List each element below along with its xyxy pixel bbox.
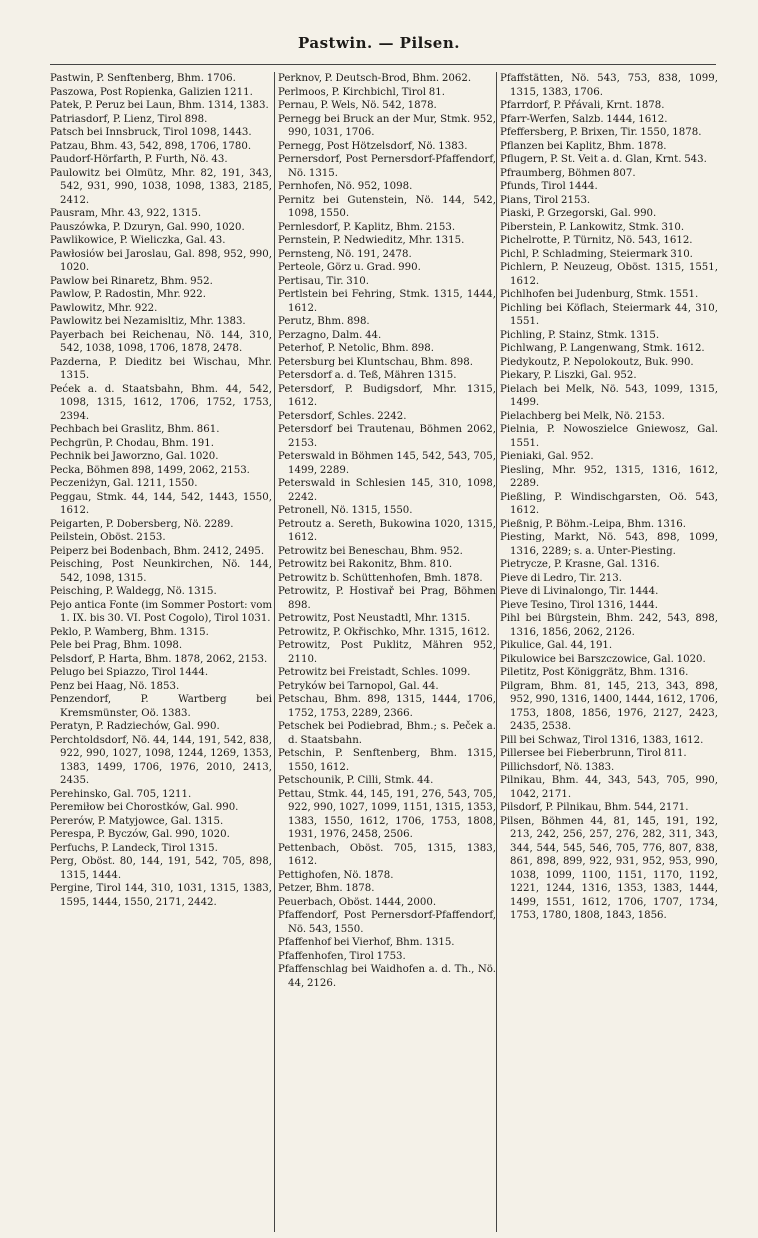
directory-entry: Pettighofen, Nö. 1878. xyxy=(278,869,394,881)
directory-entry: Patek, P. Peruz bei Laun, Bhm. 1314, 1383. xyxy=(50,100,269,111)
directory-entry: Petrowitz bei Beneschau, Bhm. 952. xyxy=(278,545,463,557)
directory-entry: Pfaffenhofen, Tirol 1753. xyxy=(278,950,406,962)
directory-entry: Pertlstein bei Fehring, Stmk. 1315, 1444, 1612. xyxy=(278,289,496,314)
directory-entry: Pilnikau, Bhm. 44, 343, 543, 705, 990, 1042, 2171. xyxy=(500,775,718,800)
directory-entry: Petrowitz bei Rakonitz, Bhm. 810. xyxy=(278,559,453,570)
directory-entry: Pfaffenhof bei Vierhof, Bhm. 1315. xyxy=(278,937,455,948)
directory-entry: Pastwin, P. Senftenberg, Bhm. 1706. xyxy=(50,73,236,84)
directory-entry: Pawlow, P. Radostin, Mhr. 922. xyxy=(50,289,206,300)
directory-entry: Peratyn, P. Radziechów, Gal. 990. xyxy=(50,721,220,732)
directory-entry: Pergine, Tirol 144, 310, 1031, 1315, 1383, 1595, 1444, 1550, 2171, 2442. xyxy=(50,883,272,908)
directory-entry: Perg, Oböst. 80, 144, 191, 542, 705, 898, 1315, 1444. xyxy=(50,856,272,881)
directory-entry: Pielachberg bei Melk, Nö. 2153. xyxy=(500,410,665,422)
directory-entry: Petrowitz, P. Hostivař bei Prag, Böhmen 898. xyxy=(278,586,496,611)
directory-entry: Pfraumberg, Böhmen 807. xyxy=(500,167,636,179)
directory-entry: Piaski, P. Grzegorski, Gal. 990. xyxy=(500,208,657,219)
directory-entry: Peggau, Stmk. 44, 144, 542, 1443, 1550, 1612. xyxy=(50,491,272,516)
directory-entry: Piesting, Markt, Nö. 543, 898, 1099, 1316, 2289; s. a. Unter-Piesting. xyxy=(500,532,718,557)
directory-entry: Pechgrün, P. Chodau, Bhm. 191. xyxy=(50,437,214,449)
directory-entry: Peigarten, P. Dobersberg, Nö. 2289. xyxy=(50,518,234,530)
directory-entry: Petschounik, P. Cilli, Stmk. 44. xyxy=(278,775,434,786)
directory-entry: Peterswald in Böhmen 145, 542, 543, 705, 1499, 2289. xyxy=(278,451,496,476)
column-1 xyxy=(50,72,272,1232)
directory-entry: Peiperz bei Bodenbach, Bhm. 2412, 2495. xyxy=(50,545,265,557)
directory-entry: Pernstein, P. Nedwieditz, Mhr. 1315. xyxy=(278,235,465,246)
directory-entry: Pieve di Ledro, Tir. 213. xyxy=(500,572,622,584)
directory-entry: Petersdorf, Schles. 2242. xyxy=(278,410,407,422)
directory-entry: Peisching, Post Neunkirchen, Nö. 144, 542, 1098, 1315. xyxy=(50,559,272,584)
directory-entry: Peisching, P. Waldegg, Nö. 1315. xyxy=(50,586,217,597)
directory-entry: Paulowitz bei Olmütz, Mhr. 82, 191, 343, 542, 931, 990, 1038, 1098, 1383, 2185, 2412. xyxy=(50,167,272,206)
directory-entry: Pichlern, P. Neuzeug, Oböst. 1315, 1551, 1612. xyxy=(500,262,718,287)
column-3 xyxy=(496,72,718,1232)
directory-entry: Pernlesdorf, P. Kaplitz, Bhm. 2153. xyxy=(278,221,456,233)
directory-entry: Petrowitz b. Schüttenhofen, Bmh. 1878. xyxy=(278,572,483,584)
directory-entry: Perknov, P. Deutsch-Brod, Bhm. 2062. xyxy=(278,73,472,84)
directory-entry: Pichelrotte, P. Türnitz, Nö. 543, 1612. xyxy=(500,235,693,246)
directory-entry: Pausram, Mhr. 43, 922, 1315. xyxy=(50,208,202,219)
directory-entry: Petrowitz, Post Puklitz, Mähren 952, 2110. xyxy=(278,640,496,665)
directory-entry: Pillichsdorf, Nö. 1383. xyxy=(500,761,615,773)
directory-entry: Pauszówka, P. Dzuryn, Gal. 990, 1020. xyxy=(50,221,245,233)
directory-entry: Pererów, P. Matyjowce, Gal. 1315. xyxy=(50,815,224,827)
directory-entry: Pernau, P. Wels, Nö. 542, 1878. xyxy=(278,100,437,111)
directory-entry: Pill bei Schwaz, Tirol 1316, 1383, 1612. xyxy=(500,734,704,746)
directory-entry: Paudorf-Hörfarth, P. Furth, Nö. 43. xyxy=(50,154,228,165)
directory-entry: Pikulice, Gal. 44, 191. xyxy=(500,640,613,651)
directory-entry: Pechnik bei Jaworzno, Gal. 1020. xyxy=(50,451,219,462)
directory-entry: Pfarr-Werfen, Salzb. 1444, 1612. xyxy=(500,113,668,125)
directory-entry: Perteole, Görz u. Grad. 990. xyxy=(278,262,421,273)
page-header: Pastwin. — Pilsen. xyxy=(298,34,460,52)
directory-entry: Pichlwang, P. Langenwang, Stmk. 1612. xyxy=(500,343,705,354)
directory-entry: Pfarrdorf, P. Přávali, Krnt. 1878. xyxy=(500,100,665,111)
directory-entry: Petrowitz bei Freistadt, Schles. 1099. xyxy=(278,667,471,678)
directory-entry: Piberstein, P. Lankowitz, Stmk. 310. xyxy=(500,221,685,233)
directory-entry: Pawlikowice, P. Wieliczka, Gal. 43. xyxy=(50,235,226,246)
directory-entry: Pecka, Böhmen 898, 1499, 2062, 2153. xyxy=(50,464,250,476)
directory-entry: Pießnig, P. Böhm.-Leipa, Bhm. 1316. xyxy=(500,518,687,530)
directory-entry: Pians, Tirol 2153. xyxy=(500,194,591,206)
directory-entry: Peterhof, P. Netolic, Bhm. 898. xyxy=(278,343,434,354)
directory-entry: Pfunds, Tirol 1444. xyxy=(500,181,598,192)
directory-entry: Pernhofen, Nö. 952, 1098. xyxy=(278,181,413,192)
directory-entry: Perfuchs, P. Landeck, Tirol 1315. xyxy=(50,842,218,854)
directory-entry: Pihl bei Bürgstein, Bhm. 242, 543, 898, 1316, 1856, 2062, 2126. xyxy=(500,613,718,638)
directory-entry: Perzagno, Dalm. 44. xyxy=(278,329,382,341)
directory-entry: Pießling, P. Windischgarsten, Oö. 543, 1612. xyxy=(500,491,718,516)
directory-entry: Pillersee bei Fieberbrunn, Tirol 811. xyxy=(500,748,687,759)
directory-entry: Pechbach bei Graslitz, Bhm. 861. xyxy=(50,424,220,435)
directory-entry: Perutz, Bhm. 898. xyxy=(278,316,370,327)
directory-entry: Pielnia, P. Nowoszielce Gniewosz, Gal. 1551. xyxy=(500,424,718,449)
directory-entry: Perespa, P. Byczów, Gal. 990, 1020. xyxy=(50,829,230,840)
directory-entry: Perehinsko, Gal. 705, 1211. xyxy=(50,788,192,800)
directory-entry: Pikulowice bei Barszczowice, Gal. 1020. xyxy=(500,653,706,665)
directory-entry: Peuerbach, Oböst. 1444, 2000. xyxy=(278,896,437,908)
directory-entry: Pazderna, P. Dieditz bei Wischau, Mhr. 1315. xyxy=(50,356,272,381)
directory-entry: Pichling bei Köflach, Steiermark 44, 310, 1551. xyxy=(500,302,718,327)
directory-entry: Petronell, Nö. 1315, 1550. xyxy=(278,505,413,516)
directory-entry: Pieniaki, Gal. 952. xyxy=(500,451,594,462)
directory-entry: Petrowitz, Post Neustadtl, Mhr. 1315. xyxy=(278,613,471,624)
directory-entry: Payerbach bei Reichenau, Nö. 144, 310, 542, 1038, 1098, 1706, 1878, 2478. xyxy=(50,329,272,354)
directory-entry: Pejo antica Fonte (im Sommer Postort: vom 1. IX. bis 30. VI. Post Cogolo), Tirol 1031. xyxy=(50,599,272,624)
directory-entry: Pawlowitz bei Nezamisltiz, Mhr. 1383. xyxy=(50,316,246,327)
directory-entry: Petersburg bei Kluntschau, Bhm. 898. xyxy=(278,356,473,368)
directory-entry: Pfaffstätten, Nö. 543, 753, 838, 1099, 1315, 1383, 1706. xyxy=(500,73,718,98)
directory-entry: Pichling, P. Stainz, Stmk. 1315. xyxy=(500,329,660,341)
directory-entry: Peremiłow bei Chorostków, Gal. 990. xyxy=(50,802,239,813)
directory-entry: Pettenbach, Oböst. 705, 1315, 1383, 1612. xyxy=(278,842,496,867)
directory-entry: Pernersdorf, Post Pernersdorf-Pfaffendorf, Nö. 1315. xyxy=(278,154,496,179)
directory-entry: Petschek bei Podiebrad, Bhm.; s. Peček a. d. Staatsbahn. xyxy=(278,721,496,746)
directory-entry: Pawłosiów bei Jaroslau, Gal. 898, 952, 990, 1020. xyxy=(50,248,272,273)
directory-entry: Pettau, Stmk. 44, 145, 191, 276, 543, 705, 922, 990, 1027, 1099, 1151, 1315, 1353, 1383, 1550, 1612, 1706, 1753, 1808, 1931, 1976, 2458, 2506. xyxy=(278,788,496,840)
directory-entry: Perchtoldsdorf, Nö. 44, 144, 191, 542, 838, 922, 990, 1027, 1098, 1244, 1269, 1353, 1383, 1499, 1706, 1976, 2010, 2413, 2435. xyxy=(50,734,272,786)
directory-entry: Petschau, Bhm. 898, 1315, 1444, 1706, 1752, 1753, 2289, 2366. xyxy=(278,694,496,719)
directory-entry: Pflanzen bei Kaplitz, Bhm. 1878. xyxy=(500,140,667,152)
directory-entry: Pfaffendorf, Post Pernersdorf-Pfaffendorf, Nö. 543, 1550. xyxy=(278,910,496,935)
directory-entry: Paszowa, Post Ropienka, Galizien 1211. xyxy=(50,86,253,98)
directory-entry: Pfeffersberg, P. Brixen, Tir. 1550, 1878. xyxy=(500,127,702,138)
directory-entry: Pichl, P. Schladming, Steiermark 310. xyxy=(500,248,693,260)
directory-entry: Piedykoutz, P. Nepolokoutz, Buk. 990. xyxy=(500,356,694,368)
directory-entry: Petroutz a. Sereth, Bukowina 1020, 1315, 1612. xyxy=(278,518,496,543)
directory-entry: Pilsen, Böhmen 44, 81, 145, 191, 192, 213, 242, 256, 257, 276, 282, 311, 343, 344, 544, 545, 546, 705, 776, 807, 838, 861, 898, 899, 922, 931, 952, 953, 990, 1038, 1099, 1100, 1151, 1170, 1192, 1221, 1244, 1316, 1353, 1383, 1444, 1499, 1551, 1612, 1706, 1707, 1734, 1753, 1780, 1808, 1843, 1856. xyxy=(500,815,718,921)
directory-entry: Piletitz, Post Königgrätz, Bhm. 1316. xyxy=(500,667,689,678)
header-rule xyxy=(50,64,716,65)
directory-entry: Pilsdorf, P. Pilnikau, Bhm. 544, 2171. xyxy=(500,802,689,813)
directory-entry: Pieve Tesino, Tirol 1316, 1444. xyxy=(500,599,658,611)
directory-entry: Petersdorf bei Trautenau, Böhmen 2062, 2153. xyxy=(278,424,496,449)
directory-entry: Pertisau, Tir. 310. xyxy=(278,275,369,287)
directory-entry: Petryków bei Tarnopol, Gal. 44. xyxy=(278,680,439,692)
directory-entry: Piesling, Mhr. 952, 1315, 1316, 1612, 2289. xyxy=(500,464,718,489)
directory-entry: Pfaffenschlag bei Waidhofen a. d. Th., Nö. 44, 2126. xyxy=(278,964,496,989)
directory-entry: Patsch bei Innsbruck, Tirol 1098, 1443. xyxy=(50,127,252,138)
directory-entry: Pećek a. d. Staatsbahn, Bhm. 44, 542, 1098, 1315, 1612, 1706, 1752, 1753, 2394. xyxy=(50,383,272,422)
directory-entry: Pernsteng, Nö. 191, 2478. xyxy=(278,248,412,260)
directory-entry: Pawlow bei Rinaretz, Bhm. 952. xyxy=(50,275,213,287)
directory-entry: Peterswald in Schlesien 145, 310, 1098, 2242. xyxy=(278,478,496,503)
directory-entry: Pichlhofen bei Judenburg, Stmk. 1551. xyxy=(500,289,699,300)
directory-entry: Perlmoos, P. Kirchbichl, Tirol 81. xyxy=(278,86,445,98)
directory-entry: Patriasdorf, P. Lienz, Tirol 898. xyxy=(50,113,208,125)
directory-entry: Pelugo bei Spiazzo, Tirol 1444. xyxy=(50,667,209,678)
directory-entry: Pernegg, Post Hötzelsdorf, Nö. 1383. xyxy=(278,140,468,152)
column-2 xyxy=(274,72,496,1232)
directory-entry: Petersdorf, P. Budigsdorf, Mhr. 1315, 1612. xyxy=(278,383,496,408)
directory-entry: Pernegg bei Bruck an der Mur, Stmk. 952, 990, 1031, 1706. xyxy=(278,113,496,138)
directory-entry: Pawlowitz, Mhr. 922. xyxy=(50,302,158,314)
directory-entry: Pelsdorf, P. Harta, Bhm. 1878, 2062, 2153. xyxy=(50,653,268,665)
directory-entry: Petrowitz, P. Okřischko, Mhr. 1315, 1612. xyxy=(278,626,490,638)
directory-entry: Pernitz bei Gutenstein, Nö. 144, 542, 1098, 1550. xyxy=(278,194,496,219)
directory-entry: Pietrycze, P. Krasne, Gal. 1316. xyxy=(500,559,660,570)
directory-entry: Petschin, P. Senftenberg, Bhm. 1315, 1550, 1612. xyxy=(278,748,496,773)
directory-entry: Petzer, Bhm. 1878. xyxy=(278,883,375,894)
directory-entry: Petersdorf a. d. Teß, Mähren 1315. xyxy=(278,370,457,381)
directory-entry: Peklo, P. Wamberg, Bhm. 1315. xyxy=(50,626,209,638)
directory-entry: Pflugern, P. St. Veit a. d. Glan, Krnt. 543. xyxy=(500,154,707,165)
directory-entry: Pele bei Prag, Bhm. 1098. xyxy=(50,640,183,651)
directory-entry: Patzau, Bhm. 43, 542, 898, 1706, 1780. xyxy=(50,140,252,152)
directory-entry: Penz bei Haag, Nö. 1853. xyxy=(50,680,180,692)
directory-entry: Pielach bei Melk, Nö. 543, 1099, 1315, 1499. xyxy=(500,383,718,408)
directory-entry: Pieve di Livinalongo, Tir. 1444. xyxy=(500,586,659,597)
directory-entry: Penzendorf, P. Wartberg bei Kremsmünster, Oö. 1383. xyxy=(50,694,272,719)
directory-entry: Piekary, P. Liszki, Gal. 952. xyxy=(500,370,637,381)
directory-entry: Pilgram, Bhm. 81, 145, 213, 343, 898, 952, 990, 1316, 1400, 1444, 1612, 1706, 1753, 1808, 1856, 1976, 2127, 2423, 2435, 2538. xyxy=(500,680,718,732)
directory-entry: Peczeniżyn, Gal. 1211, 1550. xyxy=(50,478,198,489)
directory-entry: Peilstein, Oböst. 2153. xyxy=(50,532,166,543)
